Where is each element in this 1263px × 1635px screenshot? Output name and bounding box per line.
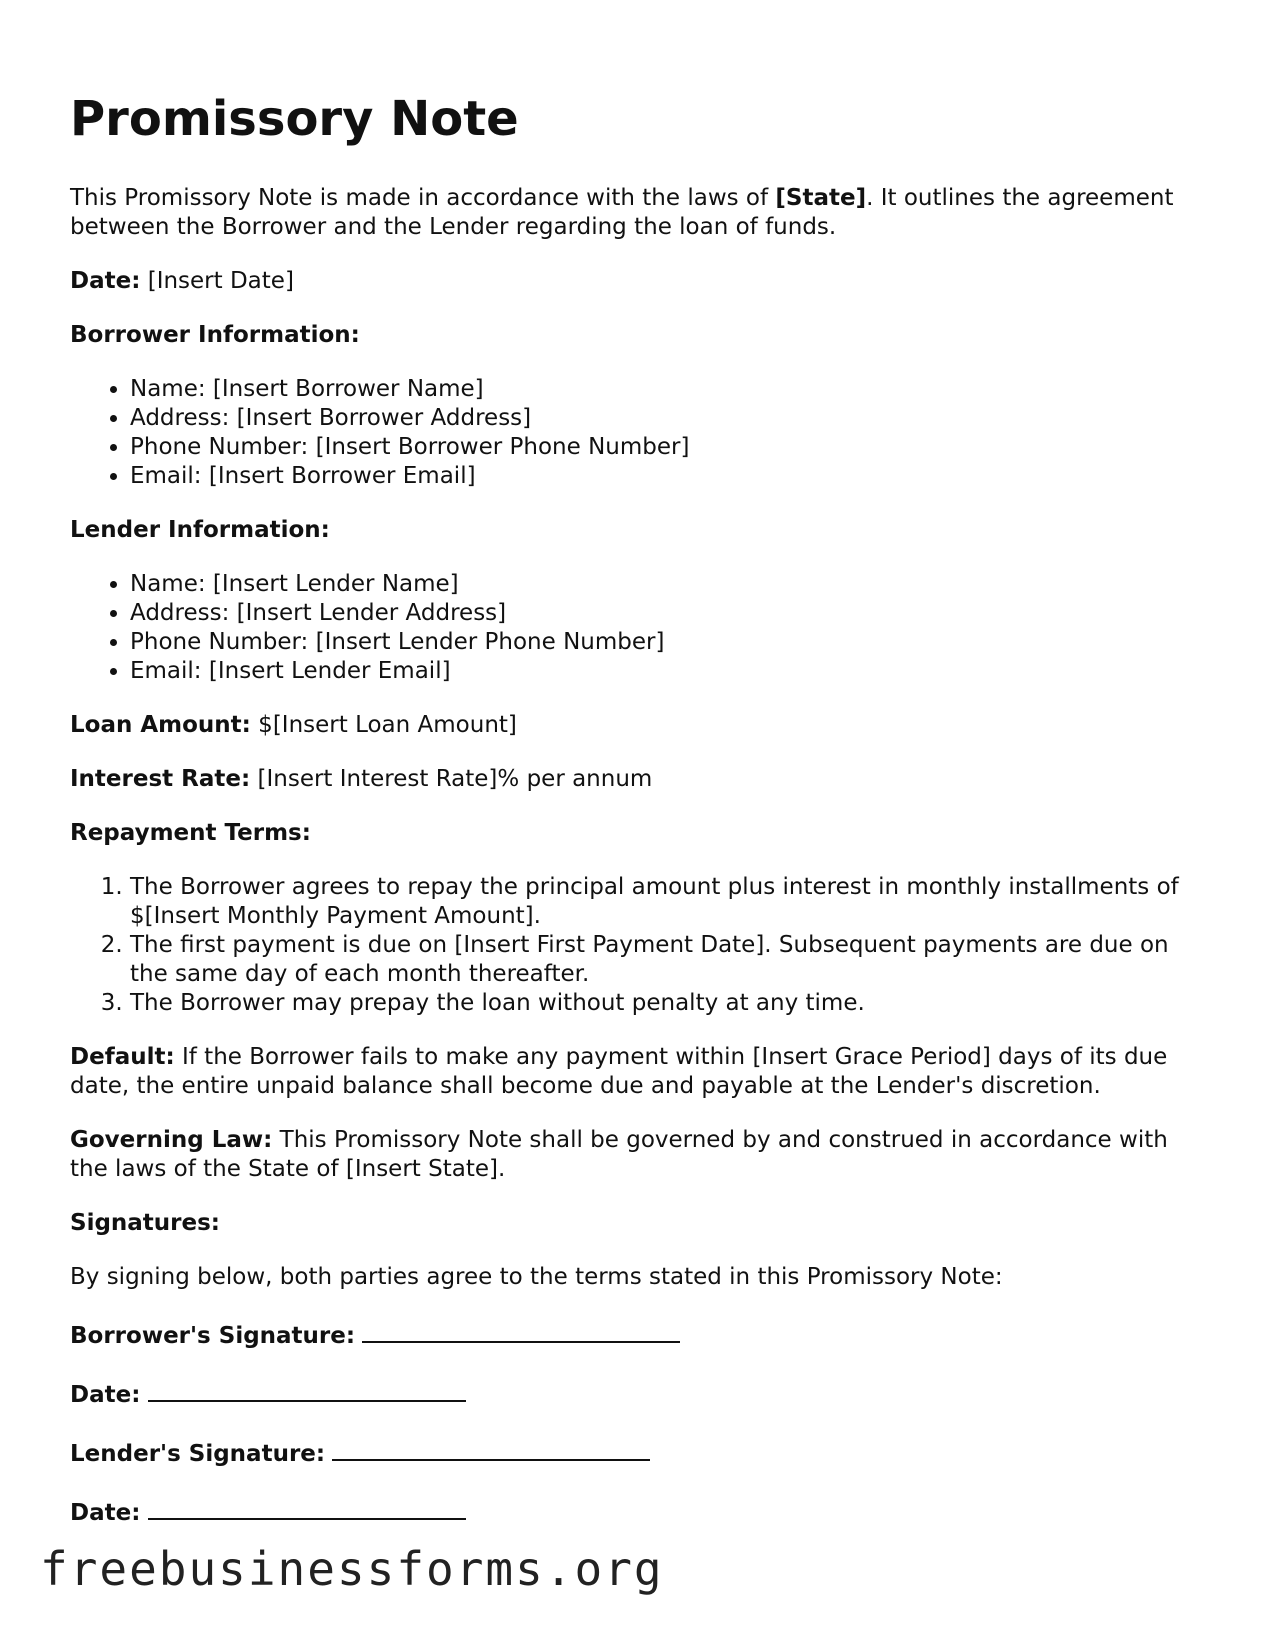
date-line — [70, 267, 1200, 296]
lender-list — [70, 570, 1200, 686]
lender-signature-field[interactable] — [332, 1435, 650, 1461]
lender-date-label: Date: — [70, 1500, 141, 1526]
repayment-list — [70, 873, 1200, 1018]
borrower-signature-label: Borrower's Signature: — [70, 1323, 356, 1349]
lender-signature-label: Lender's Signature: — [70, 1441, 326, 1467]
intro-text-before: This Promissory Note is made in accordance with the laws of — [70, 185, 776, 211]
list-item: • Address: [Insert Borrower Address] — [130, 404, 1200, 433]
lender-date-field[interactable] — [148, 1494, 466, 1520]
governing-law-paragraph — [70, 1126, 1200, 1184]
signatures-heading-text: Signatures: — [70, 1210, 221, 1236]
intro-text-after: . It outlines the agreement between the Borrower and the Lender regarding the loan of funds. — [70, 185, 1174, 240]
borrower-heading — [70, 321, 1200, 350]
loan-amount-label: Loan Amount: — [70, 712, 251, 738]
list-item: • Phone Number: [Insert Lender Phone Number] — [130, 628, 1200, 657]
interest-rate-value: [Insert Interest Rate]% per annum — [250, 766, 653, 792]
borrower-date-line — [70, 1376, 1200, 1410]
lender-date-line — [70, 1494, 1200, 1528]
list-item: • Name: [Insert Lender Name] — [130, 570, 1200, 599]
lender-heading-text: Lender Information: — [70, 517, 330, 543]
intro-paragraph — [70, 184, 1200, 242]
date-value: [Insert Date] — [140, 268, 294, 294]
date-label: Date: — [70, 268, 141, 294]
list-item: • Name: [Insert Borrower Name] — [130, 375, 1200, 404]
list-item: • Email: [Insert Borrower Email] — [130, 462, 1200, 491]
signatures-statement: By signing below, both parties agree to the terms stated in this Promissory Note: — [70, 1264, 1003, 1290]
signatures-heading — [70, 1209, 1200, 1238]
loan-amount-line — [70, 711, 1200, 740]
list-item: 2. The first payment is due on [Insert First Payment Date]. Subsequent payments are due on the same day of each month thereafter. — [130, 931, 1200, 989]
borrower-date-label: Date: — [70, 1382, 141, 1408]
list-item: • Address: [Insert Lender Address] — [130, 599, 1200, 628]
list-item: • Phone Number: [Insert Borrower Phone Number] — [130, 433, 1200, 462]
borrower-date-field[interactable] — [148, 1376, 466, 1402]
page-title: Promissory Note — [70, 91, 519, 147]
borrower-signature-line — [70, 1317, 1200, 1351]
list-item: 1. The Borrower agrees to repay the principal amount plus interest in monthly installments of $[Insert Monthly Payment Amount]. — [130, 873, 1200, 931]
repayment-heading-text: Repayment Terms: — [70, 820, 311, 846]
governing-law-label: Governing Law: — [70, 1127, 273, 1153]
default-text: If the Borrower fails to make any payment within [Insert Grace Period] days of its due date, the entire unpaid balance shall become due and payable at the Lender's discretion. — [70, 1044, 1168, 1099]
borrower-heading-text: Borrower Information: — [70, 322, 360, 348]
list-item: 3. The Borrower may prepay the loan without penalty at any time. — [130, 989, 1200, 1018]
lender-signature-line — [70, 1435, 1200, 1469]
document-page — [70, 80, 1200, 1553]
intro-state: [State] — [775, 185, 867, 211]
default-label: Default: — [70, 1044, 175, 1070]
governing-law-text: This Promissory Note shall be governed by and construed in accordance with the laws of the State of [Insert State]. — [70, 1127, 1168, 1182]
interest-rate-line — [70, 765, 1200, 794]
watermark: freebusinessforms.org — [40, 1542, 664, 1596]
repayment-heading — [70, 819, 1200, 848]
loan-amount-value: $[Insert Loan Amount] — [250, 712, 517, 738]
lender-heading — [70, 516, 1200, 545]
borrower-list — [70, 375, 1200, 491]
list-item: • Email: [Insert Lender Email] — [130, 657, 1200, 686]
borrower-signature-field[interactable] — [362, 1317, 680, 1343]
interest-rate-label: Interest Rate: — [70, 766, 251, 792]
default-paragraph — [70, 1043, 1200, 1101]
